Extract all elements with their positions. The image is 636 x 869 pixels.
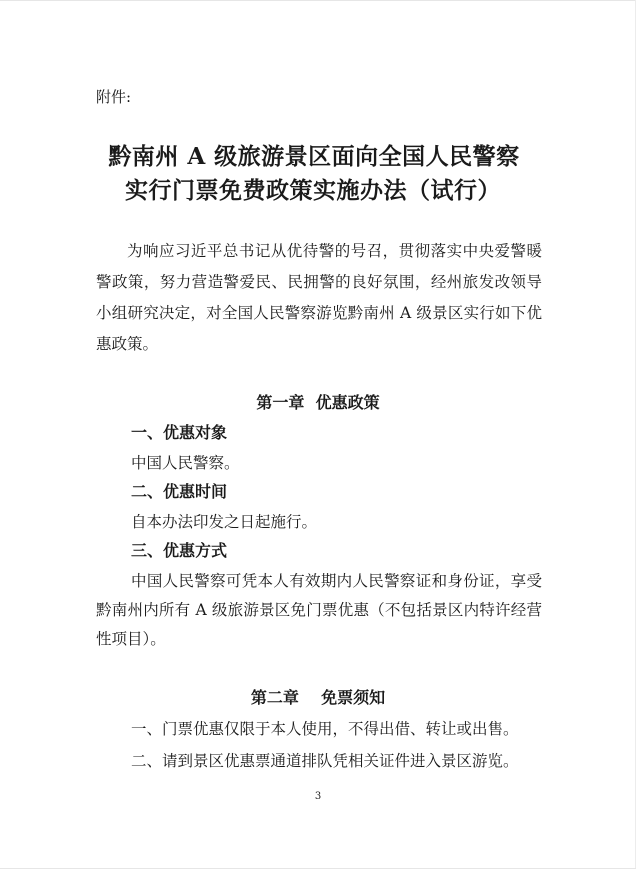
section-heading-eligibility: 一、优惠对象	[131, 423, 228, 442]
page-edge-top	[0, 0, 636, 1]
rule-item: 二、请到景区优惠票通道排队凭相关证件进入景区游览。	[131, 752, 519, 770]
intro-paragraph: 为响应习近平总书记从优待警的号召，贯彻落实中央爱警暖警政策，努力营造警爱民、民拥警的良好氛围，经州旅发改领导小组研究决定，对全国人民警察游览黔南州 A 级景区实行如下优惠政策。	[96, 242, 542, 353]
section-text-effective-date: 自本办法印发之日起施行。	[131, 513, 318, 531]
chapter-1-heading: 第一章 优惠政策	[256, 393, 380, 412]
document-title-line-2: 实行门票免费政策实施办法（试行）	[125, 177, 501, 204]
page-number: 3	[314, 791, 322, 802]
section-text-eligibility: 中国人民警察。	[131, 454, 240, 472]
section-heading-method: 三、优惠方式	[131, 541, 228, 560]
rule-item: 一、门票优惠仅限于本人使用，不得出借、转让或出售。	[131, 720, 519, 738]
section-text-method: 中国人民警察可凭本人有效期内人民警察证和身份证，享受黔南州内所有 A 级旅游景区免门票优惠（不包括景区内特许经营性项目）。	[96, 572, 542, 648]
section-heading-effective-date: 二、优惠时间	[131, 482, 228, 501]
chapter-2-heading: 第二章 免票须知	[250, 688, 386, 707]
attachment-label: 附件:	[96, 88, 132, 106]
document-title-line-1: 黔南州 A 级旅游景区面向全国人民警察	[108, 143, 520, 170]
